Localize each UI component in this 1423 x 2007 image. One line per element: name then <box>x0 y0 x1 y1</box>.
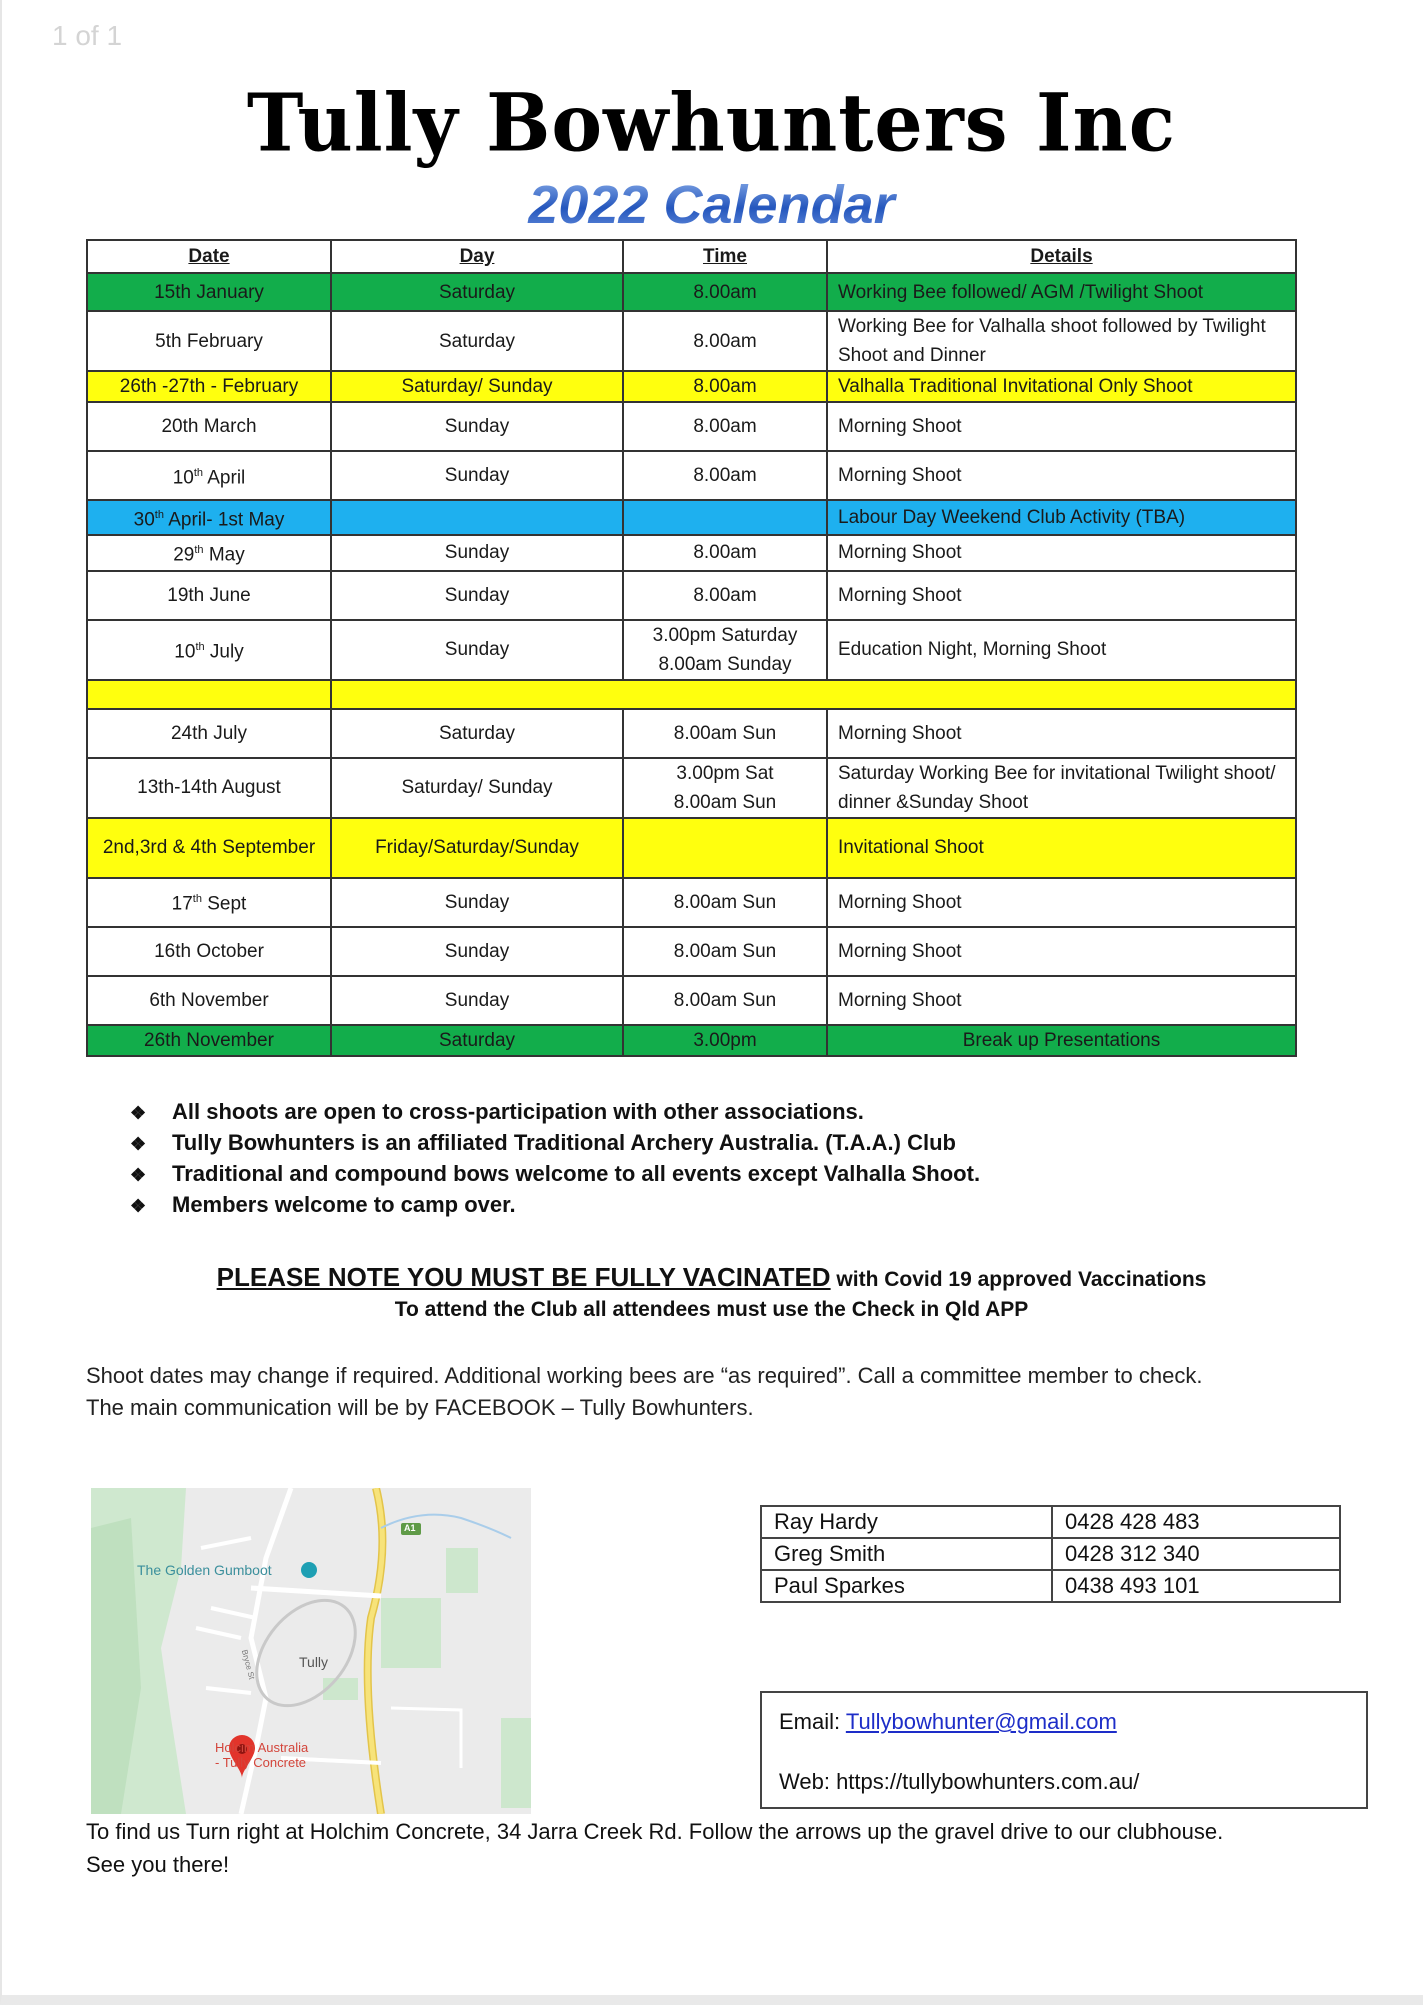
note-item <box>130 1127 980 1158</box>
email-label: Email: <box>779 1709 846 1734</box>
column-header-details: Details <box>827 240 1296 273</box>
schedule-day-cell: Sunday <box>331 878 623 927</box>
schedule-row <box>87 680 1296 709</box>
schedule-time-cell: 3.00pm <box>623 1025 827 1056</box>
directions-line: See you there! <box>86 1852 230 1877</box>
schedule-date-cell: 2nd,3rd & 4th September <box>87 818 331 878</box>
schedule-date-cell: 15th January <box>87 273 331 311</box>
schedule-date-cell: 10th July <box>87 620 331 680</box>
schedule-time-cell: 8.00am <box>623 273 827 311</box>
directions-line: To find us Turn right at Holchim Concrete, 34 Jarra Creek Rd. Follow the arrows up the gravel drive to our clubhouse. <box>86 1819 1224 1844</box>
map-graphic <box>91 1488 531 1814</box>
schedule-details-cell: Morning Shoot <box>827 451 1296 500</box>
schedule-details-cell: Morning Shoot <box>827 535 1296 570</box>
schedule-details-cell: Morning Shoot <box>827 571 1296 620</box>
schedule-date-cell: 26th November <box>87 1025 331 1056</box>
web-line <box>779 1769 1139 1795</box>
schedule-day-cell: Sunday <box>331 571 623 620</box>
contact-phone[interactable]: 0438 493 101 <box>1052 1570 1340 1602</box>
web-contact-box <box>760 1691 1368 1809</box>
schedule-body <box>87 273 1296 1056</box>
schedule-time-cell: 8.00am Sun <box>623 927 827 976</box>
contact-row <box>761 1538 1340 1570</box>
note-text: Traditional and compound bows welcome to all events except Valhalla Shoot. <box>172 1161 981 1186</box>
schedule-day-cell: Sunday <box>331 927 623 976</box>
info-line: The main communication will be by FACEBOOK – Tully Bowhunters. <box>86 1395 754 1420</box>
schedule-day-cell <box>331 500 623 535</box>
diamond-bullet-icon: ❖ <box>130 1196 147 1216</box>
schedule-row <box>87 620 1296 680</box>
schedule-date-cell: 19th June <box>87 571 331 620</box>
document-subtitle: 2022 Calendar <box>0 174 1423 236</box>
poi-marker-icon[interactable] <box>301 1562 317 1578</box>
vaccination-notice-rest: with Covid 19 approved Vaccinations <box>830 1268 1207 1291</box>
directions-footer <box>86 1815 1223 1881</box>
schedule-date-cell: 30th April- 1st May <box>87 500 331 535</box>
schedule-time-cell: 3.00pm Saturday 8.00am Sunday <box>623 620 827 680</box>
schedule-details-cell: Morning Shoot <box>827 878 1296 927</box>
schedule-date-cell <box>87 680 331 709</box>
contact-phone[interactable]: 0428 428 483 <box>1052 1506 1340 1538</box>
schedule-row <box>87 571 1296 620</box>
schedule-day-cell: Saturday/ Sunday <box>331 758 623 818</box>
diamond-bullet-icon: ❖ <box>130 1134 147 1154</box>
schedule-day-cell: Sunday <box>331 402 623 451</box>
map-park-area <box>381 1598 441 1668</box>
schedule-details-cell: Working Bee for Valhalla shoot followed by Twilight Shoot and Dinner <box>827 311 1296 371</box>
schedule-time-cell: 8.00am Sun <box>623 709 827 758</box>
schedule-date-cell: 20th March <box>87 402 331 451</box>
note-item <box>130 1096 980 1127</box>
schedule-details-cell: Morning Shoot <box>827 709 1296 758</box>
map-label-town: Tully <box>299 1654 329 1670</box>
web-label: Web: <box>779 1769 837 1794</box>
schedule-time-cell: 3.00pm Sat 8.00am Sun <box>623 758 827 818</box>
web-url: https://tullybowhunters.com.au/ <box>836 1769 1140 1794</box>
schedule-table <box>86 239 1297 1057</box>
column-header-time: Time <box>623 240 827 273</box>
schedule-details-cell: Morning Shoot <box>827 976 1296 1025</box>
schedule-time-cell: 8.00am <box>623 371 827 402</box>
schedule-day-cell: Sunday <box>331 451 623 500</box>
note-text: All shoots are open to cross-participation with other associations. <box>172 1099 864 1124</box>
schedule-time-cell: 8.00am Sun <box>623 976 827 1025</box>
schedule-details-cell: Saturday Working Bee for invitational Twilight shoot/ dinner &Sunday Shoot <box>827 758 1296 818</box>
schedule-row <box>87 451 1296 500</box>
map-label-pin-line: Holcim Australia <box>215 1740 309 1755</box>
contact-phone[interactable]: 0428 312 340 <box>1052 1538 1340 1570</box>
email-link[interactable]: Tullybowhunter@gmail.com <box>845 1709 1117 1734</box>
schedule-day-cell: Sunday <box>331 620 623 680</box>
schedule-header-row <box>87 240 1296 273</box>
schedule-date-cell: 29th May <box>87 535 331 570</box>
schedule-details-cell: Invitational Shoot <box>827 818 1296 878</box>
schedule-details-cell: Valhalla Traditional Invitational Only Shoot <box>827 371 1296 402</box>
schedule-date-cell: 26th -27th - February <box>87 371 331 402</box>
schedule-details-cell: Education Night, Morning Shoot <box>827 620 1296 680</box>
schedule-row <box>87 818 1296 878</box>
schedule-date-cell: 24th July <box>87 709 331 758</box>
map-label-pin-line: - Tully Concrete <box>215 1755 307 1770</box>
schedule-row <box>87 927 1296 976</box>
schedule-row <box>87 273 1296 311</box>
map-label-pin <box>215 1740 308 1770</box>
schedule-details-cell: Break up Presentations <box>827 1025 1296 1056</box>
vaccination-notice <box>0 1262 1423 1293</box>
schedule-row <box>87 402 1296 451</box>
vaccination-notice-emphasis: PLEASE NOTE YOU MUST BE FULLY VACINATED <box>216 1262 831 1292</box>
schedule-details-cell: Morning Shoot <box>827 402 1296 451</box>
schedule-date-cell: 5th February <box>87 311 331 371</box>
email-line <box>779 1709 1117 1735</box>
document-title: Tully Bowhunters Inc <box>246 75 1177 170</box>
schedule-details-cell: Labour Day Weekend Club Activity (TBA) <box>827 500 1296 535</box>
column-header-date: Date <box>87 240 331 273</box>
schedule-row <box>87 758 1296 818</box>
schedule-day-cell: Saturday/ Sunday <box>331 371 623 402</box>
note-text: Tully Bowhunters is an affiliated Traditional Archery Australia. (T.A.A.) Club <box>172 1130 956 1155</box>
schedule-time-cell: 8.00am <box>623 451 827 500</box>
schedule-time-cell <box>623 818 827 878</box>
schedule-row <box>87 535 1296 570</box>
schedule-date-cell: 16th October <box>87 927 331 976</box>
diamond-bullet-icon: ❖ <box>130 1103 147 1123</box>
map-park-area <box>446 1548 478 1593</box>
contact-name: Paul Sparkes <box>761 1570 1052 1602</box>
contact-name: Greg Smith <box>761 1538 1052 1570</box>
schedule-date-cell: 13th-14th August <box>87 758 331 818</box>
column-header-day: Day <box>331 240 623 273</box>
schedule-date-cell: 10th April <box>87 451 331 500</box>
map-label-poi: The Golden Gumboot <box>137 1562 272 1578</box>
schedule-day-cell: Saturday <box>331 709 623 758</box>
info-paragraph <box>86 1360 1202 1424</box>
schedule-time-cell: 8.00am <box>623 535 827 570</box>
map-label-highway: A1 <box>404 1523 416 1533</box>
info-line: Shoot dates may change if required. Additional working bees are “as required”. Call a committee member to check. <box>86 1363 1203 1388</box>
schedule-time-cell: 8.00am <box>623 402 827 451</box>
schedule-merged-cell <box>331 680 1296 709</box>
contact-row <box>761 1570 1340 1602</box>
page-counter: 1 of 1 <box>52 20 123 51</box>
schedule-day-cell: Saturday <box>331 1025 623 1056</box>
schedule-time-cell: 8.00am <box>623 571 827 620</box>
contact-name: Ray Hardy <box>761 1506 1052 1538</box>
schedule-row <box>87 1025 1296 1056</box>
schedule-row <box>87 976 1296 1025</box>
map-label-street: Bryce St <box>239 1648 257 1681</box>
contact-row <box>761 1506 1340 1538</box>
schedule-day-cell: Sunday <box>331 976 623 1025</box>
schedule-day-cell: Sunday <box>331 535 623 570</box>
schedule-day-cell: Saturday <box>331 311 623 371</box>
schedule-row <box>87 371 1296 402</box>
check-in-notice: To attend the Club all attendees must use the Check in Qld APP <box>394 1298 1029 1321</box>
schedule-details-cell: Working Bee followed/ AGM /Twilight Shoot <box>827 273 1296 311</box>
schedule-time-cell: 8.00am Sun <box>623 878 827 927</box>
note-text: Members welcome to camp over. <box>172 1192 516 1217</box>
contacts-table <box>760 1505 1341 1603</box>
schedule-details-cell: Morning Shoot <box>827 927 1296 976</box>
map-park-area <box>501 1718 531 1808</box>
schedule-day-cell: Saturday <box>331 273 623 311</box>
diamond-bullet-icon: ❖ <box>130 1165 147 1185</box>
schedule-date-cell: 17th Sept <box>87 878 331 927</box>
schedule-row <box>87 878 1296 927</box>
note-item <box>130 1158 980 1189</box>
schedule-day-cell: Friday/Saturday/Sunday <box>331 818 623 878</box>
schedule-time-cell: 8.00am <box>623 311 827 371</box>
notes-list <box>130 1096 980 1220</box>
schedule-row <box>87 500 1296 535</box>
schedule-row <box>87 311 1296 371</box>
note-item <box>130 1189 980 1220</box>
location-map[interactable] <box>91 1488 531 1814</box>
schedule-time-cell <box>623 500 827 535</box>
schedule-row <box>87 709 1296 758</box>
schedule-date-cell: 6th November <box>87 976 331 1025</box>
